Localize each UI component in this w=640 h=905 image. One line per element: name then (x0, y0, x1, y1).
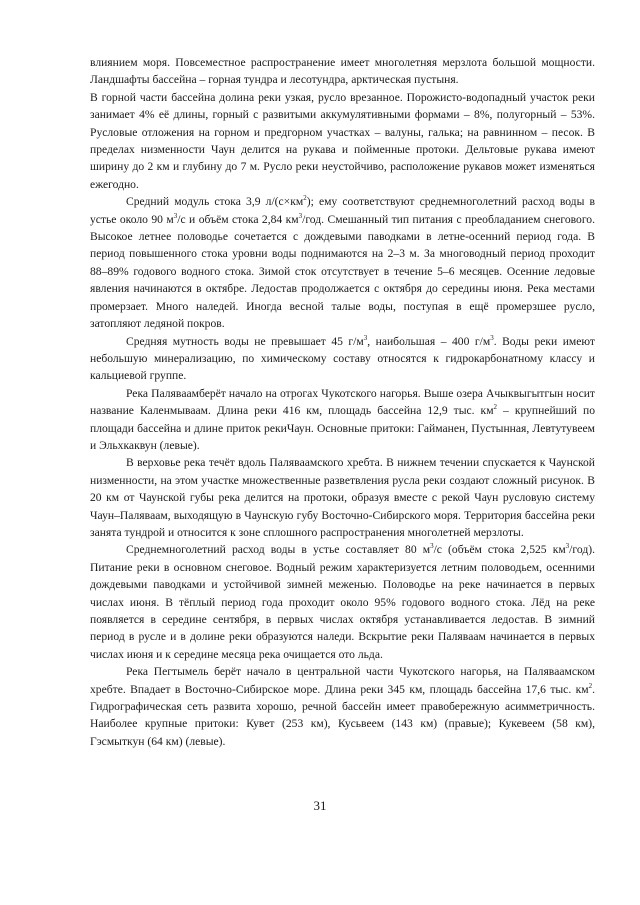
superscript: 3 (173, 211, 178, 220)
text-run: Река Палявaамберёт начало на отрогах Чукотского нагорья. Выше озера Ачыквыгытгын носит название Каленмываам. Длина реки 416 км, площадь бассейна 12,9 тыс. км (90, 386, 595, 418)
text-run: ); ему соответствуют среднемноголетний расход воды в устье около 90 м (90, 195, 595, 226)
paragraph (90, 333, 595, 385)
body-text (90, 54, 595, 750)
text-run: – крупнейший по площади бассейна и длине приток рекиЧаун. Основные притоки: Гайманен, Пустынная, Левтутувеем и Эльхкаквун (левые). (90, 404, 595, 452)
text-run: В горной части бассейна долина реки узкая, русло врезанное. Порожисто-водопадный участок реки занимает 4% её длины, горный с развитыми аккумулятивными формами – 8%, полугорный – 53%. Русловые отложения на горном и предгорном участках – валуны, галька; на равнинном – песок. В пределах низменности Чаун делится на рукава и пойменные протоки. Дельтовые рукава имеют ширину до 2 км и глубину до 7 м. Русло реки неустойчиво, расположение рукавов может изменяться ежегодно. (90, 90, 595, 191)
superscript: 3 (363, 333, 368, 342)
text-run: /год. Смешанный тип питания с преобладанием снегового. Высокое летнее половодье сочетается с дождевыми паводками в летне-осенний период года. В период повышенного стока уровни воды поднимаются на 2–3 м. За многоводный период проходит 88–89% годового водного стока. Зимой сток отсутствует в течение 5–6 месяцев. Осенние ледовые явления начинаются в октябре. Ледостав продолжается с октября до середины июня. Река местами промерзает. Много наледей. Иногда весной талые воды, поступая в ещё промерзшее русло, затопляют ледяной покров. (90, 212, 595, 331)
text-run: влиянием моря. Повсеместное распространение имеет многолетняя мерзлота большой мощности. Ландшафты бассейна – горная тундра и лесотундра, арктическая пустыня. (90, 56, 595, 87)
superscript: 3 (565, 542, 570, 551)
text-run: . Гидрографическая сеть развита хорошо, речной бассейн имеет правобережную асимметричность. Наиболее крупные притоки: Кувет (253 км), Кусьвеем (143 км) (правые); Кукевеем (58 км), Гэсмыткун (64 км) (левые). (90, 682, 595, 748)
paragraph (90, 454, 595, 541)
text-run: , наибольшая – 400 г/м (367, 334, 491, 348)
text-run: Средний модуль стока 3,9 л/(с×км (126, 195, 304, 209)
text-run: Среднемноголетний расход воды в устье составляет 80 м (126, 543, 431, 557)
superscript: 2 (303, 194, 307, 203)
paragraph (90, 193, 595, 332)
paragraph (90, 54, 595, 89)
paragraph (90, 663, 595, 750)
superscript: 2 (588, 681, 593, 690)
superscript: 2 (493, 403, 498, 412)
paragraph (90, 385, 595, 455)
paragraph (90, 541, 595, 663)
text-run: Река Пегтымель берёт начало в центральной части Чукотского нагорья, на Палявaамском хребте. Впадает в Восточно-Сибирское море. Длина реки 345 км, площадь бассейна 17,6 тыс. км (90, 665, 595, 696)
text-run: . Воды реки имеют небольшую минерализацию, по химическому составу относятся к гидрокарбонатному классу и кальциевой группе. (90, 334, 595, 383)
text-run: /год). Питание реки в основном снеговое. Водный режим характеризуется летним половодьем, осенними дождевыми паводками и устойчивой зимней меженью. Половодье на реке начинается в первых числах июня. В тёплый период года проходит около 95% годового водного стока. Лёд на реке появляется в середине сентября, в первых числах октября устанавливается ледостав. В зимний период в русле и в долине реки образуются наледи. Вскрытие реки Палявaам начинается в первых числах июня и к середине месяца река очищается ото льда. (90, 543, 595, 661)
text-run: /с (объём стока 2,525 км (433, 543, 566, 557)
text-run: /с и объём стока 2,84 км (177, 212, 299, 226)
text-run: Средняя мутность воды не превышает 45 г/м (126, 334, 364, 348)
superscript: 3 (298, 211, 303, 220)
text-run: В верховье река течёт вдоль Палявaамского хребта. В нижнем течении спускается к Чаунской низменности, на этом участке множественные разветвления русла реки создают сложный рисунок. В 20 км от Чаунской губы река делится на протоки, образуя вместе с рекой Чаун русловую систему Чаун–Палявaам, выходящую в Чаунскую губу Восточно-Сибирского моря. Территория бассейна реки занята тундрой и относится к зоне сплошного распространения многолетней мерзлоты. (90, 456, 595, 539)
page-number: 31 (313, 798, 327, 813)
superscript: 3 (430, 542, 434, 551)
superscript: 3 (490, 333, 494, 342)
paragraph (90, 89, 595, 193)
